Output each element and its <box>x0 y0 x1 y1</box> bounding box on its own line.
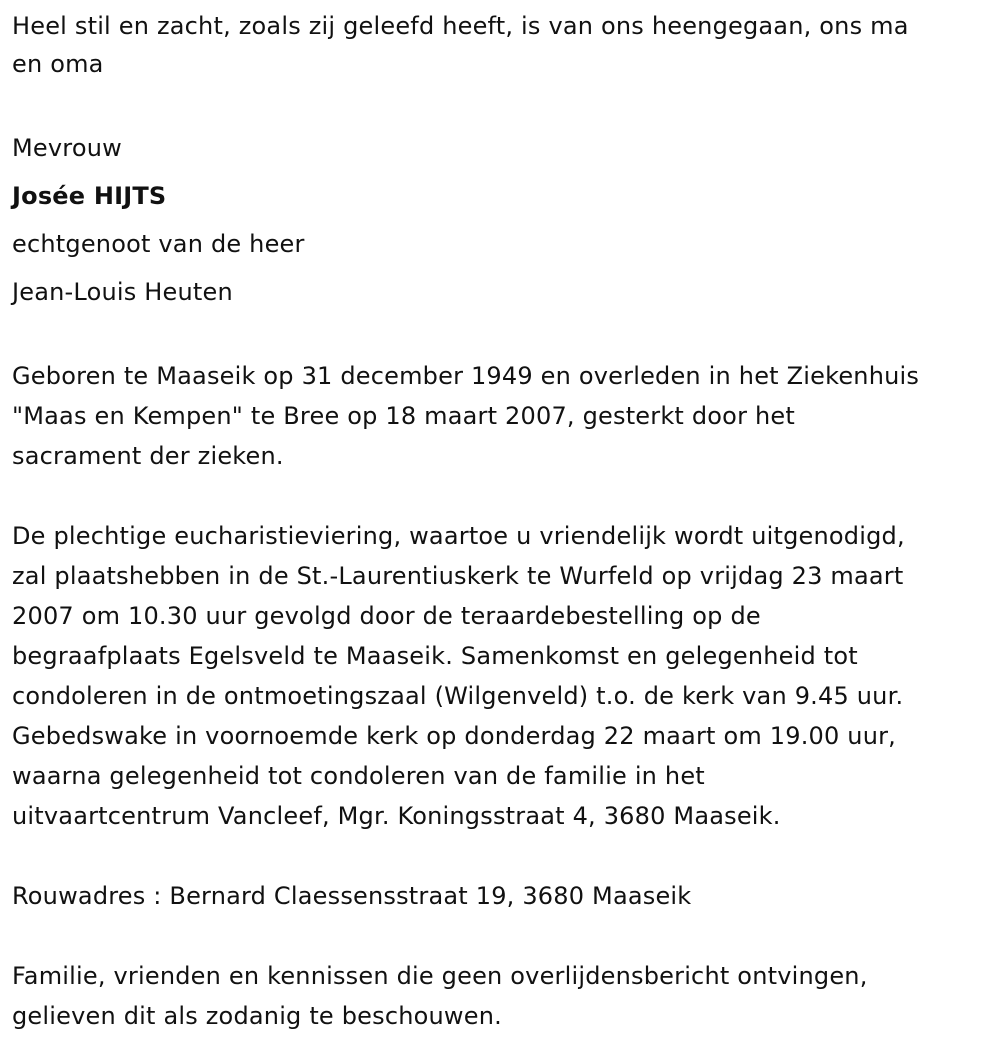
address-paragraph <box>12 876 988 916</box>
ceremony-paragraph <box>12 516 988 836</box>
ceremony-line: Gebedswake in voornoemde kerk op donderdag 22 maart om 19.00 uur, <box>12 722 897 750</box>
intro-line: en oma <box>12 50 104 78</box>
birth-death-paragraph <box>12 356 988 476</box>
spacer <box>12 476 988 516</box>
person-name: Josée HIJTS <box>12 182 167 210</box>
closing-paragraph <box>12 956 988 1036</box>
birth-death-line: "Maas en Kempen" te Bree op 18 maart 2007, gesterkt door het <box>12 402 795 430</box>
ceremony-line: condoleren in de ontmoetingszaal (Wilgenveld) t.o. de kerk van 9.45 uur. <box>12 682 904 710</box>
person-relation: echtgenoot van de heer <box>12 230 305 258</box>
ceremony-line: waarna gelegenheid tot condoleren van de familie in het <box>12 762 705 790</box>
person-title: Mevrouw <box>12 134 122 162</box>
intro-line: Heel stil en zacht, zoals zij geleefd heeft, is van ons heengegaan, ons ma <box>12 12 909 40</box>
ceremony-line: uitvaartcentrum Vancleef, Mgr. Koningsstraat 4, 3680 Maaseik. <box>12 802 781 830</box>
spacer <box>12 316 988 356</box>
birth-death-line: Geboren te Maaseik op 31 december 1949 en overleden in het Ziekenhuis <box>12 362 920 390</box>
ceremony-line: begraafplaats Egelsveld te Maaseik. Samenkomst en gelegenheid tot <box>12 642 858 670</box>
closing-line: gelieven dit als zodanig te beschouwen. <box>12 1002 502 1030</box>
person-spouse: Jean-Louis Heuten <box>12 278 233 306</box>
spacer <box>12 84 988 124</box>
address-line: Rouwadres : Bernard Claessensstraat 19, 3680 Maaseik <box>12 882 692 910</box>
intro-paragraph <box>12 8 988 84</box>
spacer <box>12 836 988 876</box>
closing-line: Familie, vrienden en kennissen die geen overlijdensbericht ontvingen, <box>12 962 868 990</box>
ceremony-line: 2007 om 10.30 uur gevolgd door de teraardebestelling op de <box>12 602 761 630</box>
ceremony-line: zal plaatshebben in de St.-Laurentiuskerk te Wurfeld op vrijdag 23 maart <box>12 562 904 590</box>
ceremony-line: De plechtige eucharistieviering, waartoe u vriendelijk wordt uitgenodigd, <box>12 522 905 550</box>
person-block <box>12 124 988 316</box>
birth-death-line: sacrament der zieken. <box>12 442 284 470</box>
spacer <box>12 916 988 956</box>
